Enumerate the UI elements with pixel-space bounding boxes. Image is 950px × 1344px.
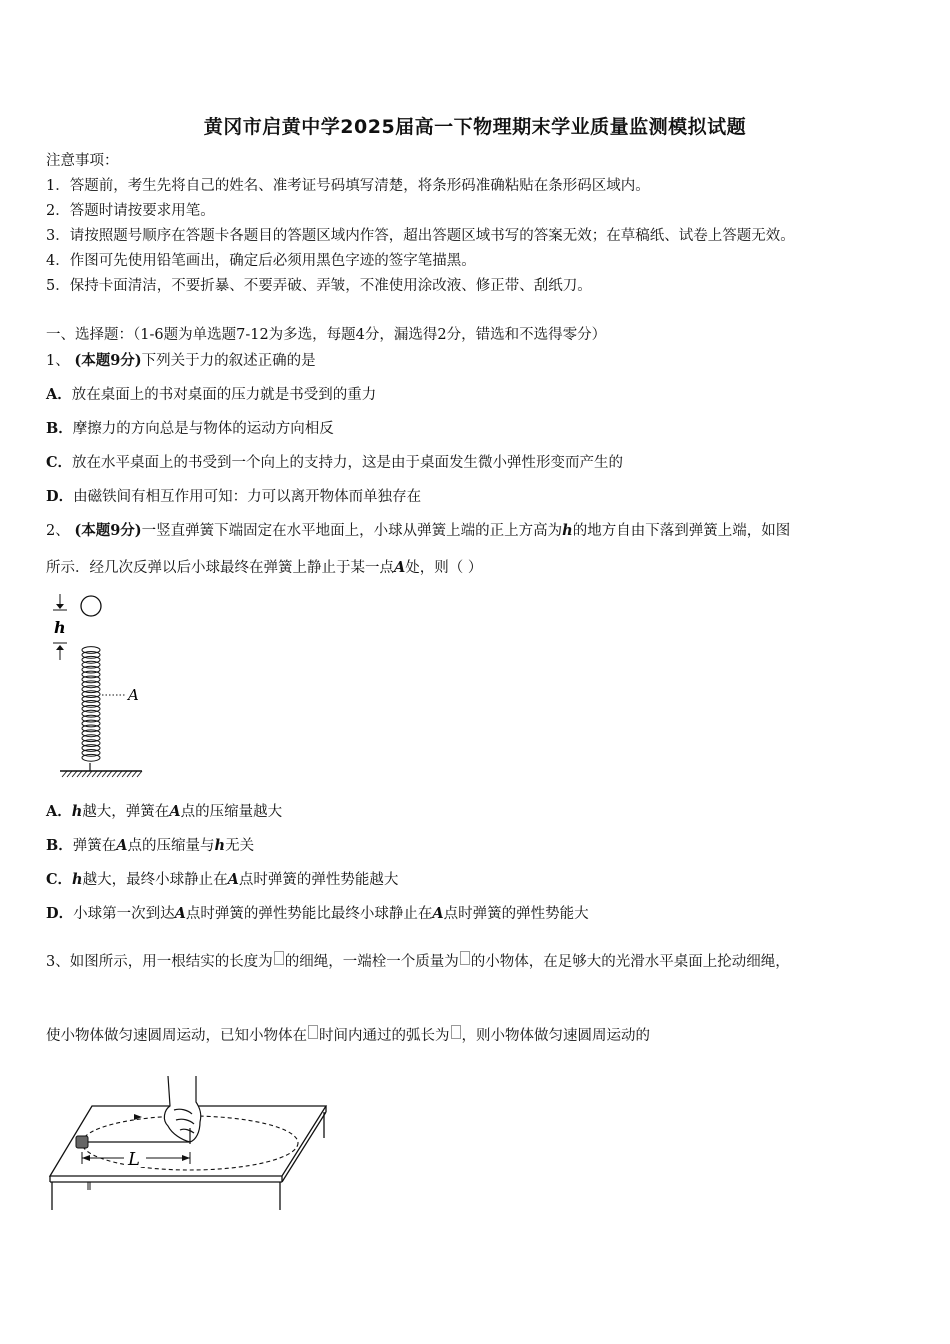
var: h: [71, 803, 83, 820]
option-label: A．: [46, 386, 72, 403]
ground-hatch: [62, 771, 142, 777]
q3-number: 3、: [46, 954, 70, 970]
hatch-line: [137, 771, 142, 777]
option-label: C．: [46, 871, 73, 888]
q2-tag: (本题9分): [74, 522, 142, 539]
q1-stem-text: 下列关于力的叙述正确的是: [141, 353, 316, 369]
q2-option-c: [46, 870, 398, 890]
hatch-line: [132, 771, 137, 777]
hatch-line: [72, 771, 77, 777]
var: A: [174, 905, 186, 922]
label-A: A: [128, 686, 139, 704]
option-text: 越大，弹簧在: [82, 804, 170, 820]
option-text: 弹簧在: [72, 838, 117, 854]
option-label: B．: [46, 837, 73, 854]
q3-stem-text: 如图所示，用一根结实的长度为: [69, 954, 273, 970]
option-text: 点时弹簧的弹性势能比最终小球静止在: [185, 906, 433, 922]
spring: [82, 647, 100, 762]
q3-stem-text: 使小物体做匀速圆周运动，已知小物体在: [46, 1028, 307, 1044]
notice-item-5: 5．保持卡面清洁，不要折暴、不要弄破、弄皱，不准使用涂改液、修正带、刮纸刀。: [46, 278, 592, 294]
option-label: B．: [46, 420, 73, 437]
option-text: 由磁铁间有相互作用可知：力可以离开物体而单独存在: [73, 489, 422, 505]
missing-formula-placeholder: [460, 951, 470, 965]
option-label: A．: [46, 803, 72, 820]
hatch-line: [112, 771, 117, 777]
option-text: 无关: [225, 838, 255, 854]
var: A: [169, 803, 181, 820]
q2-option-a: [46, 802, 282, 822]
q2-stem-text: 的地方自由下落到弹簧上端，如图: [572, 523, 791, 539]
missing-formula-placeholder: [451, 1025, 461, 1039]
var: A: [116, 837, 128, 854]
q1-number: 1、: [46, 353, 70, 369]
q2-stem-text: 一竖直弹簧下端固定在水平地面上，小球从弹簧上端的正上方高为: [141, 523, 563, 539]
page-title: 黄冈市启黄中学2025届高一下物理期末学业质量监测模拟试题: [203, 116, 747, 138]
q1-option-d: [46, 487, 421, 507]
hatch-line: [107, 771, 112, 777]
option-text: 放在桌面上的书对桌面的压力就是书受到的重力: [71, 387, 377, 403]
q3-stem-text: ，则小物体做匀速圆周运动的: [461, 1028, 650, 1044]
hatch-line: [122, 771, 127, 777]
var: h: [214, 837, 226, 854]
option-text: 点时弹簧的弹性势能越大: [238, 872, 399, 888]
hatch-line: [87, 771, 92, 777]
hatch-line: [102, 771, 107, 777]
q1-option-a: [46, 385, 376, 405]
var-A: A: [394, 559, 406, 576]
q2-option-b: [46, 836, 254, 856]
hatch-line: [97, 771, 102, 777]
q2-number: 2、: [46, 523, 70, 539]
small-object: [76, 1136, 88, 1148]
option-text: 点的压缩量与: [127, 838, 215, 854]
q1-option-c: [46, 453, 623, 473]
option-label: D．: [46, 488, 74, 505]
section-heading: 一、选择题：（1-6题为单选题7-12为多选，每题4分，漏选得2分，错选和不选得零分）: [46, 327, 607, 343]
missing-formula-placeholder: [274, 951, 284, 965]
q2-option-d: [46, 904, 589, 924]
q2-stem-line-2: [46, 558, 482, 578]
notice-item-3: 3．请按照题号顺序在答题卡各题目的答题区域内作答，超出答题区域书写的答案无效；在草稿纸、试卷上答题无效。: [46, 228, 795, 244]
q3-stem-text: 的小物体，在足够大的光滑水平桌面上抡动细绳，: [470, 954, 790, 970]
q3-stem-line-1: [46, 951, 790, 972]
option-label: D．: [46, 905, 74, 922]
option-text: 点的压缩量越大: [180, 804, 283, 820]
q2-stem-line-1: [46, 521, 790, 541]
hatch-line: [127, 771, 132, 777]
spring-figure: [44, 588, 154, 780]
option-text: 小球第一次到达: [73, 906, 175, 922]
option-label: C．: [46, 454, 73, 471]
hatch-line: [77, 771, 82, 777]
q2-stem-text: 所示．经几次反弹以后小球最终在弹簧上静止于某一点: [46, 560, 394, 576]
spring-coil: [82, 754, 100, 761]
option-text: 点时弹簧的弹性势能大: [443, 906, 589, 922]
var: A: [432, 905, 444, 922]
notice-item-1: 1．答题前，考生先将自己的姓名、准考证号码填写清楚，将条形码准确粘贴在条形码区域内。: [46, 178, 650, 194]
q1-tag: (本题9分): [74, 352, 142, 369]
option-text: 放在水平桌面上的书受到一个向上的支持力，这是由于桌面发生微小弹性形变而产生的: [72, 455, 624, 471]
label-h: h: [54, 618, 66, 637]
hatch-line: [82, 771, 87, 777]
option-text: 摩擦力的方向总是与物体的运动方向相反: [72, 421, 334, 437]
var: A: [227, 871, 239, 888]
hatch-line: [117, 771, 122, 777]
ball: [81, 596, 101, 616]
label-L: L: [128, 1149, 140, 1170]
missing-formula-placeholder: [308, 1025, 318, 1039]
q2-stem-text: 处，则（ ）: [405, 560, 483, 576]
circular-motion-figure: [44, 1070, 344, 1220]
var-h: h: [562, 522, 573, 539]
notice-item-4: 4．作图可先使用铅笔画出，确定后必须用黑色字迹的签字笔描黑。: [46, 253, 476, 269]
q3-stem-text: 的细绳，一端栓一个质量为: [284, 954, 459, 970]
var: h: [72, 871, 83, 888]
q1-stem: [46, 351, 316, 371]
hatch-line: [92, 771, 97, 777]
hatch-line: [62, 771, 67, 777]
notice-heading: 注意事项：: [46, 153, 119, 169]
option-text: 越大，最终小球静止在: [82, 872, 228, 888]
notice-item-2: 2．答题时请按要求用笔。: [46, 203, 215, 219]
q3-stem-text: 时间内通过的弧长为: [319, 1028, 450, 1044]
q3-stem-line-2: [46, 1025, 650, 1046]
q1-option-b: [46, 419, 334, 439]
hatch-line: [67, 771, 72, 777]
